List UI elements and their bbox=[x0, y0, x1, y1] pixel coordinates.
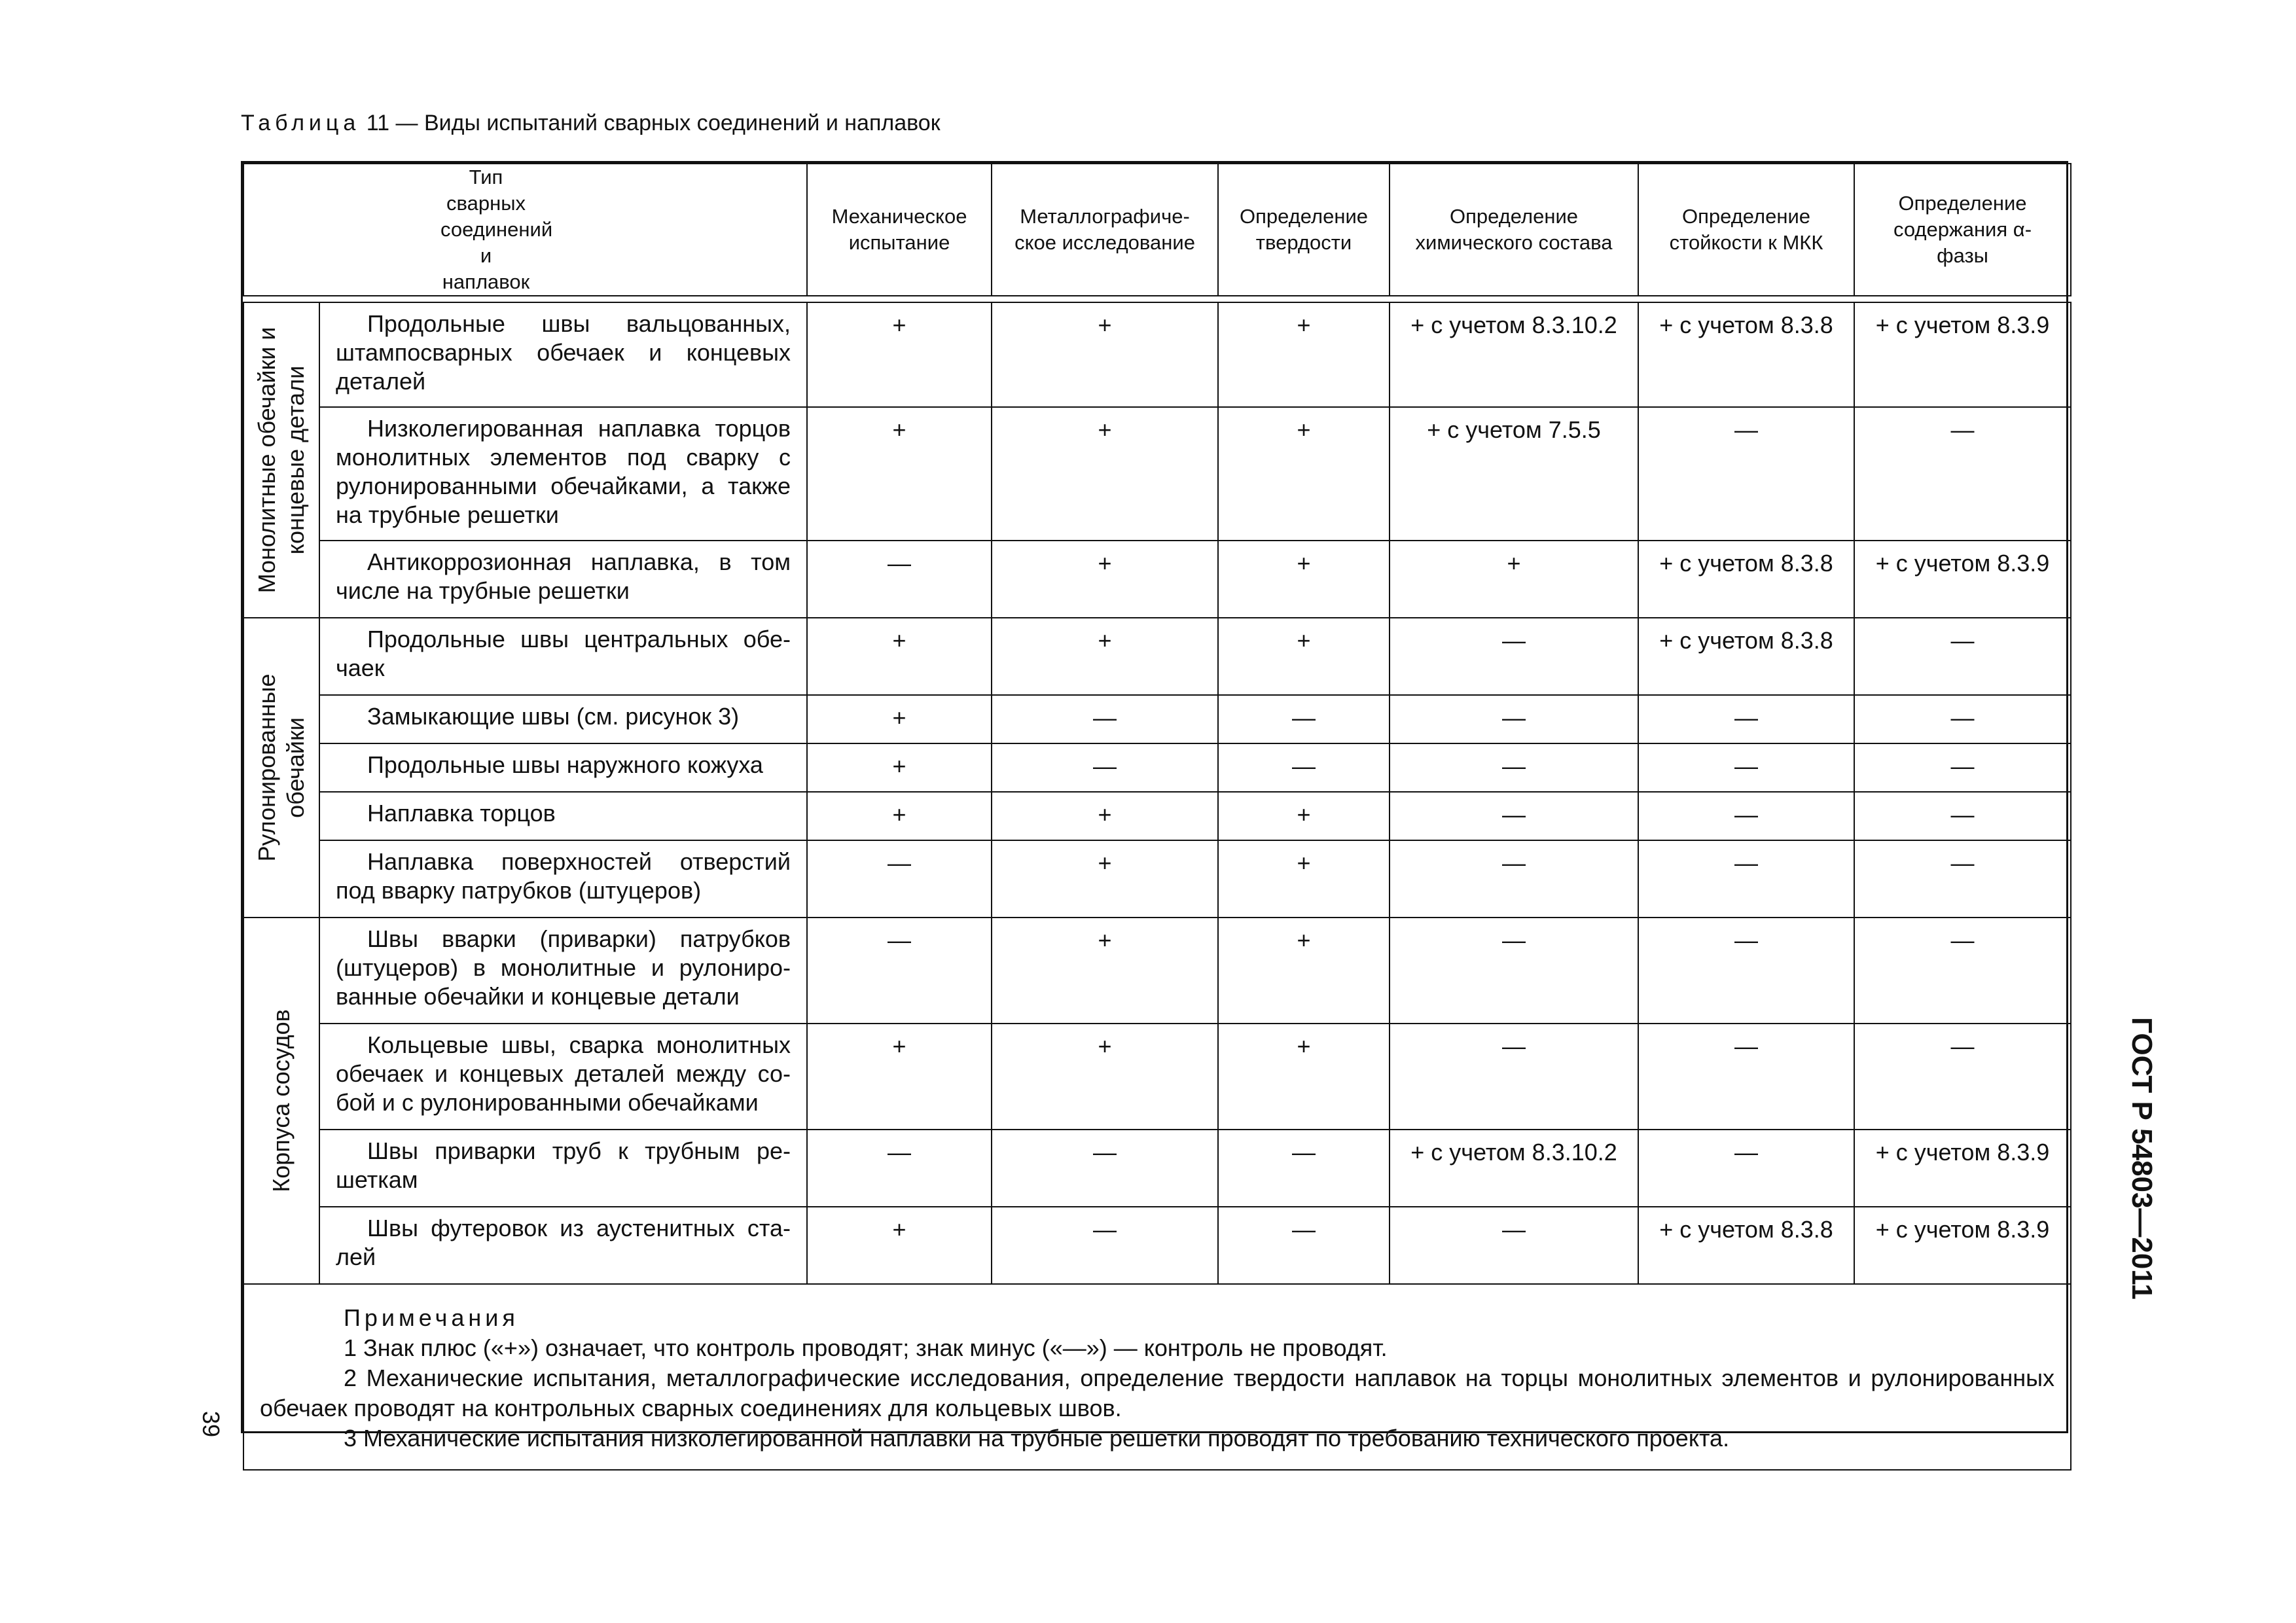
header-hardness: Определение твердости bbox=[1218, 164, 1390, 296]
note-item: 3 Механические испытания низколегированной наплавки на трубные решетки проводят по требованию технического проекта. bbox=[344, 1425, 1730, 1452]
header-mechanical: Механическое испытание bbox=[807, 164, 992, 296]
table-row bbox=[243, 1130, 2071, 1207]
cell-hardness: + bbox=[1218, 840, 1390, 918]
table-row bbox=[243, 541, 2071, 618]
cell-mkk: — bbox=[1638, 743, 1854, 792]
cell-mkk: — bbox=[1638, 1024, 1854, 1130]
header-type: Тип сварных соединений и наплавок bbox=[243, 164, 807, 296]
cell-alpha: — bbox=[1854, 743, 2071, 792]
cell-mechanical: + bbox=[807, 743, 992, 792]
row-description: Швы футеровок из аустенитных сталей bbox=[319, 1207, 807, 1284]
header-metallographic: Металлографическое исследование bbox=[992, 164, 1218, 296]
row-description: Наплавка торцов bbox=[319, 792, 807, 840]
cell-mkk: — bbox=[1638, 840, 1854, 918]
row-description: Продольные швы наружного кожуха bbox=[319, 743, 807, 792]
row-description: Наплавка поверхностей отверстий под вварку патрубков (штуцеров) bbox=[319, 840, 807, 918]
row-description: Швы приварки труб к трубным решеткам bbox=[319, 1130, 807, 1207]
cell-metallographic: + bbox=[992, 407, 1218, 541]
cell-mechanical: + bbox=[807, 792, 992, 840]
cell-metallographic: + bbox=[992, 541, 1218, 618]
cell-alpha: — bbox=[1854, 407, 2071, 541]
cell-metallographic: + bbox=[992, 840, 1218, 918]
note-item: 2 Механические испытания, металлографические исследования, определение твердости наплавок на торцы монолитных элементов и рулонированных обечаек проводят на контрольных сварных соединениях для кольцевых швов. bbox=[260, 1364, 2055, 1421]
cell-metallographic: + bbox=[992, 792, 1218, 840]
cell-chemical: — bbox=[1390, 918, 1638, 1024]
cell-mkk: — bbox=[1638, 918, 1854, 1024]
notes-title: Примечания bbox=[344, 1304, 519, 1331]
table-row bbox=[243, 840, 2071, 918]
table-caption bbox=[241, 110, 941, 136]
table-row bbox=[243, 302, 2071, 407]
cell-alpha: + с учетом 8.3.9 bbox=[1854, 1130, 2071, 1207]
cell-mechanical: — bbox=[807, 918, 992, 1024]
cell-alpha: — bbox=[1854, 918, 2071, 1024]
cell-metallographic: + bbox=[992, 618, 1218, 695]
cell-metallographic: — bbox=[992, 1207, 1218, 1284]
cell-mechanical: + bbox=[807, 1024, 992, 1130]
table-row bbox=[243, 918, 2071, 1024]
cell-mechanical: — bbox=[807, 1130, 992, 1207]
header-row bbox=[243, 164, 2071, 296]
table-row bbox=[243, 618, 2071, 695]
cell-metallographic: — bbox=[992, 743, 1218, 792]
cell-mkk: — bbox=[1638, 1130, 1854, 1207]
cell-mechanical: + bbox=[807, 302, 992, 407]
table-caption-text: 11 — Виды испытаний сварных соединений и наплавок bbox=[360, 111, 941, 135]
cell-hardness: — bbox=[1218, 743, 1390, 792]
header-alpha: Определение содержания α-фазы bbox=[1854, 164, 2071, 296]
cell-mkk: + с учетом 8.3.8 bbox=[1638, 302, 1854, 407]
cell-hardness: + bbox=[1218, 541, 1390, 618]
cell-hardness: — bbox=[1218, 1130, 1390, 1207]
cell-hardness: + bbox=[1218, 302, 1390, 407]
cell-hardness: + bbox=[1218, 407, 1390, 541]
table-row bbox=[243, 407, 2071, 541]
group-label-rolled: Рулонированные обечайки bbox=[243, 618, 319, 918]
cell-alpha: + с учетом 8.3.9 bbox=[1854, 1207, 2071, 1284]
cell-mechanical: + bbox=[807, 695, 992, 743]
header-chemical: Определение химического состава bbox=[1390, 164, 1638, 296]
table-row bbox=[243, 743, 2071, 792]
cell-alpha: + с учетом 8.3.9 bbox=[1854, 302, 2071, 407]
table-row bbox=[243, 1024, 2071, 1130]
table-row bbox=[243, 695, 2071, 743]
row-description: Замыкающие швы (см. рисунок 3) bbox=[319, 695, 807, 743]
cell-hardness: + bbox=[1218, 1024, 1390, 1130]
cell-hardness: — bbox=[1218, 695, 1390, 743]
cell-chemical: — bbox=[1390, 743, 1638, 792]
cell-mechanical: + bbox=[807, 1207, 992, 1284]
row-description: Антикоррозионная наплавка, в том числе на трубные решетки bbox=[319, 541, 807, 618]
group-label-monolithic: Монолитные обечайки и концевые детали bbox=[243, 302, 319, 618]
tests-table bbox=[243, 163, 2072, 1471]
cell-metallographic: + bbox=[992, 918, 1218, 1024]
row-description: Швы вварки (приварки) патрубков (штуцеров) в монолитные и рулонированные обечайки и концевые детали bbox=[319, 918, 807, 1024]
cell-chemical: + с учетом 7.5.5 bbox=[1390, 407, 1638, 541]
row-description: Продольные швы вальцованных, штампосварных обечаек и концевых деталей bbox=[319, 302, 807, 407]
cell-chemical: + с учетом 8.3.10.2 bbox=[1390, 1130, 1638, 1207]
cell-alpha: — bbox=[1854, 695, 2071, 743]
cell-chemical: — bbox=[1390, 840, 1638, 918]
cell-chemical: — bbox=[1390, 792, 1638, 840]
cell-mkk: — bbox=[1638, 407, 1854, 541]
cell-alpha: — bbox=[1854, 840, 2071, 918]
note-item: 1 Знак плюс («+») означает, что контроль проводят; знак минус («—») — контроль не проводят. bbox=[344, 1334, 1388, 1361]
cell-alpha: — bbox=[1854, 792, 2071, 840]
cell-chemical: — bbox=[1390, 1024, 1638, 1130]
cell-chemical: + bbox=[1390, 541, 1638, 618]
cell-hardness: + bbox=[1218, 792, 1390, 840]
cell-metallographic: — bbox=[992, 695, 1218, 743]
header-separator bbox=[243, 296, 2071, 302]
row-description: Продольные швы центральных обечаек bbox=[319, 618, 807, 695]
cell-metallographic: + bbox=[992, 302, 1218, 407]
cell-chemical: — bbox=[1390, 1207, 1638, 1284]
cell-metallographic: — bbox=[992, 1130, 1218, 1207]
group-label-vessels: Корпуса сосудов bbox=[243, 918, 319, 1284]
cell-hardness: — bbox=[1218, 1207, 1390, 1284]
header-mkk: Определение стойкости к МКК bbox=[1638, 164, 1854, 296]
cell-hardness: + bbox=[1218, 618, 1390, 695]
table-caption-label: Таблица bbox=[241, 111, 361, 135]
cell-alpha: — bbox=[1854, 1024, 2071, 1130]
cell-mkk: + с учетом 8.3.8 bbox=[1638, 1207, 1854, 1284]
cell-chemical: + с учетом 8.3.10.2 bbox=[1390, 302, 1638, 407]
cell-metallographic: + bbox=[992, 1024, 1218, 1130]
cell-mkk: + с учетом 8.3.8 bbox=[1638, 618, 1854, 695]
cell-mechanical: — bbox=[807, 840, 992, 918]
cell-chemical: — bbox=[1390, 618, 1638, 695]
cell-mkk: — bbox=[1638, 792, 1854, 840]
notes-row bbox=[243, 1284, 2071, 1470]
cell-alpha: + с учетом 8.3.9 bbox=[1854, 541, 2071, 618]
table-row bbox=[243, 792, 2071, 840]
cell-mkk: — bbox=[1638, 695, 1854, 743]
cell-chemical: — bbox=[1390, 695, 1638, 743]
tests-table-frame bbox=[241, 161, 2068, 1452]
notes bbox=[243, 1284, 2071, 1470]
cell-alpha: — bbox=[1854, 618, 2071, 695]
document-id: ГОСТ Р 54803—2011 bbox=[2126, 1017, 2158, 1300]
page-number: 39 bbox=[198, 1410, 224, 1438]
cell-hardness: + bbox=[1218, 918, 1390, 1024]
row-description: Кольцевые швы, сварка монолитных обечаек и концевых деталей между собой и с рулонированными обечайками bbox=[319, 1024, 807, 1130]
row-description: Низколегированная наплавка торцов монолитных элементов под сварку с рулонированными обечайками, а также на трубные решетки bbox=[319, 407, 807, 541]
cell-mkk: + с учетом 8.3.8 bbox=[1638, 541, 1854, 618]
cell-mechanical: + bbox=[807, 407, 992, 541]
cell-mechanical: + bbox=[807, 618, 992, 695]
cell-mechanical: — bbox=[807, 541, 992, 618]
table-row bbox=[243, 1207, 2071, 1284]
